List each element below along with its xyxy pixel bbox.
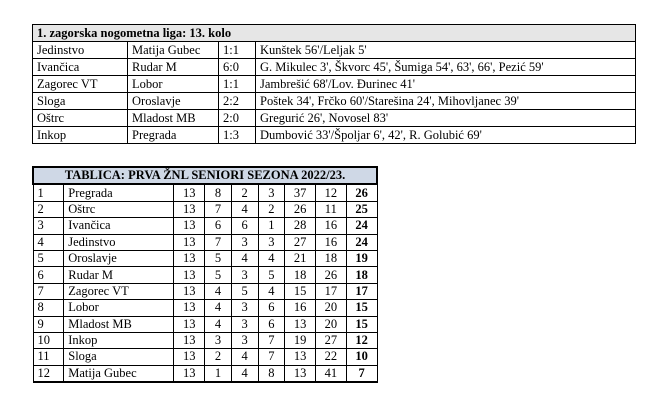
match-score: 1:3	[219, 127, 256, 144]
goals-for: 28	[285, 218, 316, 234]
lost: 7	[258, 349, 285, 365]
team-name: Pregrada	[64, 184, 174, 201]
lost: 3	[258, 234, 285, 250]
standings-body	[33, 184, 377, 382]
results-body	[33, 42, 636, 144]
drawn: 4	[231, 365, 258, 382]
team-name: Oroslavje	[64, 250, 174, 266]
standings-row	[33, 283, 377, 299]
goals-against: 16	[315, 218, 346, 234]
standings-row	[33, 316, 377, 332]
team-name: Lobor	[64, 300, 174, 316]
goals-for: 13	[285, 316, 316, 332]
played: 13	[174, 283, 205, 299]
won: 2	[205, 349, 232, 365]
result-row	[33, 42, 636, 59]
standings-row	[33, 349, 377, 365]
goals-against: 11	[315, 201, 346, 217]
goal-scorers: Kunštek 56'/Leljak 5'	[256, 42, 636, 59]
match-score: 1:1	[219, 42, 256, 59]
lost: 8	[258, 365, 285, 382]
result-row	[33, 76, 636, 93]
team-name: Rudar M	[64, 267, 174, 283]
played: 13	[174, 300, 205, 316]
goals-for: 37	[285, 184, 316, 201]
away-team: Lobor	[128, 76, 219, 93]
points: 15	[346, 316, 377, 332]
position: 5	[33, 250, 64, 266]
points: 17	[346, 283, 377, 299]
team-name: Matija Gubec	[64, 365, 174, 382]
played: 13	[174, 365, 205, 382]
played: 13	[174, 234, 205, 250]
goals-against: 27	[315, 332, 346, 348]
won: 5	[205, 267, 232, 283]
team-name: Ivančica	[64, 218, 174, 234]
goals-against: 12	[315, 184, 346, 201]
results-table	[32, 24, 636, 144]
home-team: Oštrc	[33, 110, 128, 127]
standings-row	[33, 234, 377, 250]
goals-for: 19	[285, 332, 316, 348]
drawn: 4	[231, 250, 258, 266]
standings-row	[33, 267, 377, 283]
standings-row	[33, 300, 377, 316]
lost: 4	[258, 283, 285, 299]
lost: 6	[258, 300, 285, 316]
won: 7	[205, 234, 232, 250]
position: 12	[33, 365, 64, 382]
drawn: 4	[231, 349, 258, 365]
standings-row	[33, 250, 377, 266]
match-score: 1:1	[219, 76, 256, 93]
team-name: Zagorec VT	[64, 283, 174, 299]
points: 24	[346, 234, 377, 250]
position: 1	[33, 184, 64, 201]
standings-title-row	[33, 167, 377, 184]
standings-row	[33, 184, 377, 201]
goals-against: 41	[315, 365, 346, 382]
lost: 4	[258, 250, 285, 266]
team-name: Sloga	[64, 349, 174, 365]
home-team: Jedinstvo	[33, 42, 128, 59]
points: 15	[346, 300, 377, 316]
lost: 5	[258, 267, 285, 283]
position: 4	[33, 234, 64, 250]
goal-scorers: G. Mikulec 3', Škvorc 45', Šumiga 54', 63', 66', Pezić 59'	[256, 59, 636, 76]
standings-row	[33, 332, 377, 348]
standings-title: TABLICA: PRVA ŽNL SENIORI SEZONA 2022/23.	[33, 167, 377, 184]
played: 13	[174, 316, 205, 332]
position: 10	[33, 332, 64, 348]
goal-scorers: Poštek 34', Frčko 60'/Starešina 24', Mihovljanec 39'	[256, 93, 636, 110]
away-team: Pregrada	[128, 127, 219, 144]
drawn: 3	[231, 300, 258, 316]
standings-row	[33, 218, 377, 234]
played: 13	[174, 201, 205, 217]
team-name: Inkop	[64, 332, 174, 348]
points: 12	[346, 332, 377, 348]
won: 4	[205, 300, 232, 316]
played: 13	[174, 332, 205, 348]
lost: 2	[258, 201, 285, 217]
goals-for: 18	[285, 267, 316, 283]
won: 1	[205, 365, 232, 382]
results-title: 1. zagorska nogometna liga: 13. kolo	[33, 25, 636, 42]
position: 6	[33, 267, 64, 283]
position: 7	[33, 283, 64, 299]
result-row	[33, 127, 636, 144]
standings-row	[33, 365, 377, 382]
won: 6	[205, 218, 232, 234]
match-score: 6:0	[219, 59, 256, 76]
goals-for: 21	[285, 250, 316, 266]
result-row	[33, 110, 636, 127]
goals-against: 18	[315, 250, 346, 266]
goals-against: 26	[315, 267, 346, 283]
match-score: 2:0	[219, 110, 256, 127]
team-name: Jedinstvo	[64, 234, 174, 250]
away-team: Oroslavje	[128, 93, 219, 110]
points: 26	[346, 184, 377, 201]
goal-scorers: Gregurić 26', Novosel 83'	[256, 110, 636, 127]
position: 3	[33, 218, 64, 234]
drawn: 4	[231, 201, 258, 217]
match-score: 2:2	[219, 93, 256, 110]
played: 13	[174, 184, 205, 201]
points: 10	[346, 349, 377, 365]
home-team: Zagorec VT	[33, 76, 128, 93]
result-row	[33, 59, 636, 76]
drawn: 3	[231, 316, 258, 332]
won: 3	[205, 332, 232, 348]
position: 8	[33, 300, 64, 316]
points: 18	[346, 267, 377, 283]
home-team: Inkop	[33, 127, 128, 144]
away-team: Matija Gubec	[128, 42, 219, 59]
goals-against: 17	[315, 283, 346, 299]
results-title-row	[33, 25, 636, 42]
won: 4	[205, 283, 232, 299]
goals-against: 16	[315, 234, 346, 250]
goals-against: 20	[315, 300, 346, 316]
lost: 1	[258, 218, 285, 234]
goals-against: 20	[315, 316, 346, 332]
goals-for: 13	[285, 349, 316, 365]
drawn: 5	[231, 283, 258, 299]
home-team: Sloga	[33, 93, 128, 110]
position: 9	[33, 316, 64, 332]
home-team: Ivančica	[33, 59, 128, 76]
result-row	[33, 93, 636, 110]
played: 13	[174, 218, 205, 234]
drawn: 2	[231, 184, 258, 201]
points: 7	[346, 365, 377, 382]
lost: 6	[258, 316, 285, 332]
position: 2	[33, 201, 64, 217]
goals-for: 13	[285, 365, 316, 382]
lost: 7	[258, 332, 285, 348]
won: 7	[205, 201, 232, 217]
team-name: Oštrc	[64, 201, 174, 217]
goals-against: 22	[315, 349, 346, 365]
points: 24	[346, 218, 377, 234]
team-name: Mladost MB	[64, 316, 174, 332]
played: 13	[174, 250, 205, 266]
standings-row	[33, 201, 377, 217]
away-team: Mladost MB	[128, 110, 219, 127]
drawn: 3	[231, 332, 258, 348]
lost: 3	[258, 184, 285, 201]
position: 11	[33, 349, 64, 365]
away-team: Rudar M	[128, 59, 219, 76]
points: 19	[346, 250, 377, 266]
won: 4	[205, 316, 232, 332]
goal-scorers: Dumbović 33'/Špoljar 6', 42', R. Golubić 69'	[256, 127, 636, 144]
won: 5	[205, 250, 232, 266]
drawn: 6	[231, 218, 258, 234]
played: 13	[174, 349, 205, 365]
drawn: 3	[231, 267, 258, 283]
played: 13	[174, 267, 205, 283]
points: 25	[346, 201, 377, 217]
drawn: 3	[231, 234, 258, 250]
goals-for: 27	[285, 234, 316, 250]
goal-scorers: Jambrešić 68'/Lov. Đurinec 41'	[256, 76, 636, 93]
goals-for: 15	[285, 283, 316, 299]
won: 8	[205, 184, 232, 201]
goals-for: 16	[285, 300, 316, 316]
goals-for: 26	[285, 201, 316, 217]
standings-table	[32, 166, 378, 383]
